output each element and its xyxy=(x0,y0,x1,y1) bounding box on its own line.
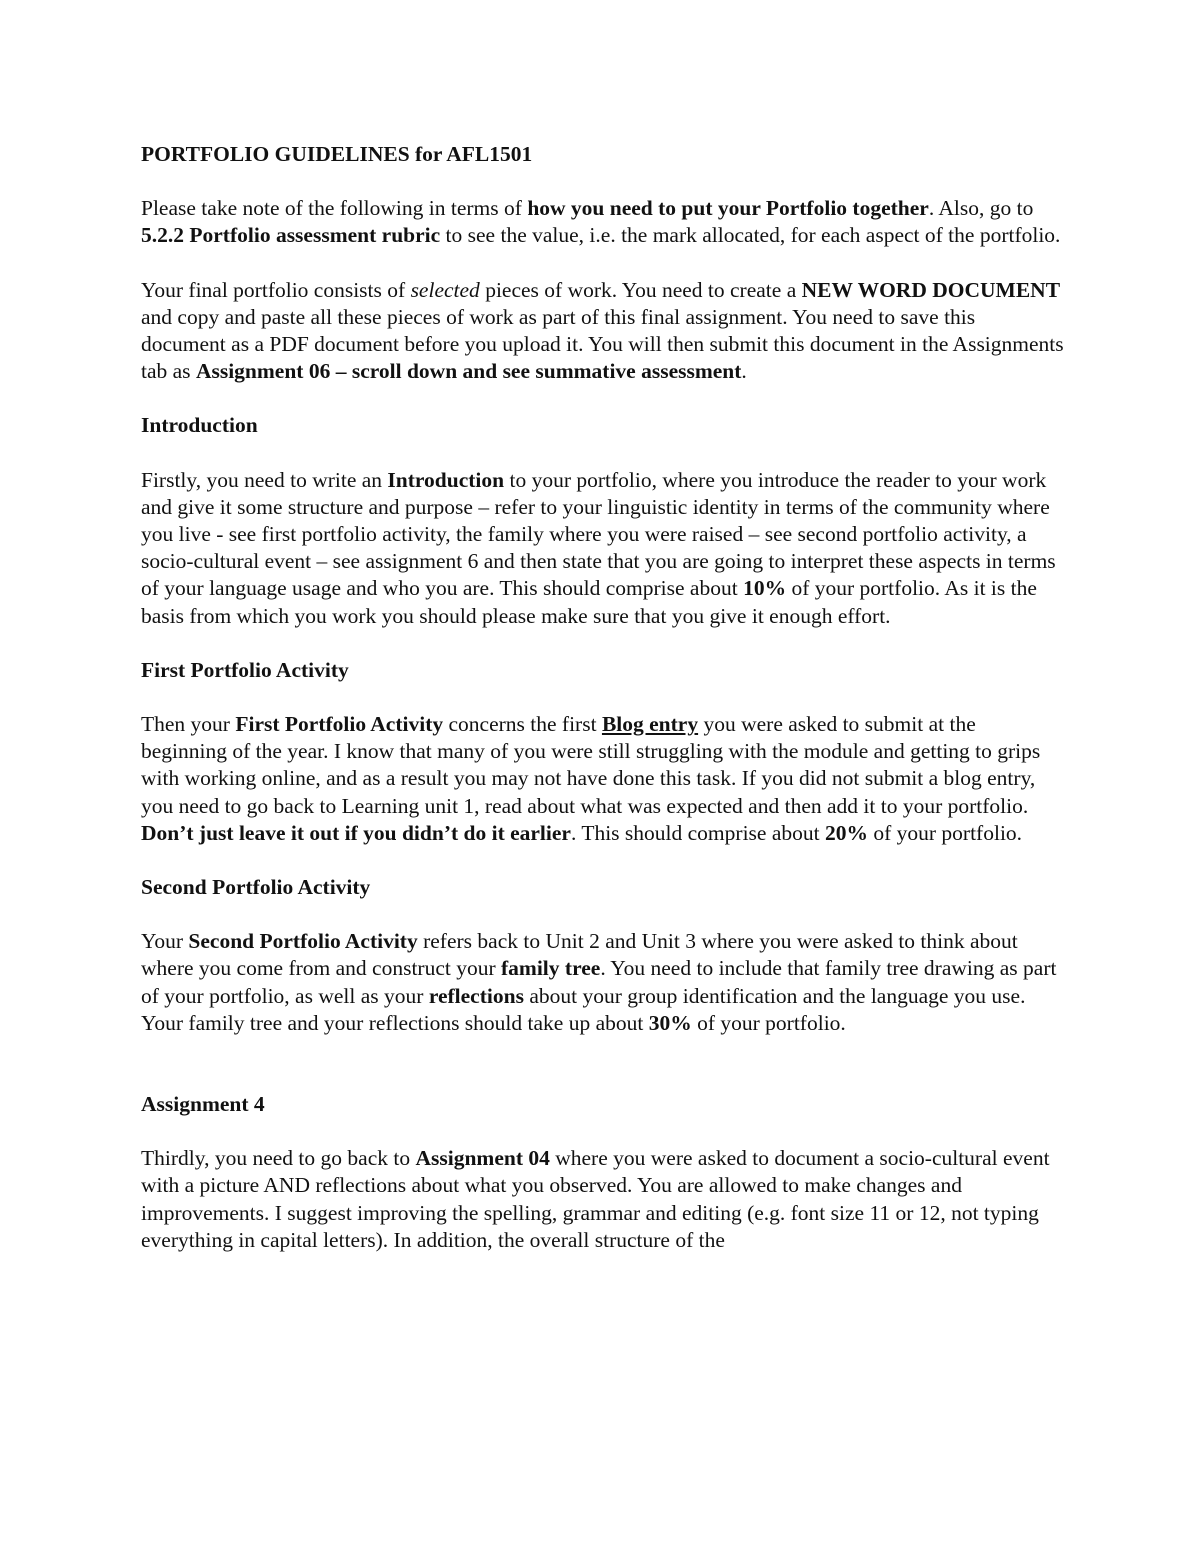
emphasis-text: how you need to put your Portfolio together xyxy=(527,196,929,221)
assignment-reference: Assignment 06 – scroll down and see summative assessment xyxy=(195,359,742,384)
assignment4-heading: Assignment 4 xyxy=(141,1092,265,1117)
document-title: PORTFOLIO GUIDELINES for AFL1501 xyxy=(141,142,533,166)
second-activity-heading: Second Portfolio Activity xyxy=(141,875,371,900)
second-activity-paragraph: Your Second Portfolio Activity refers back to Unit 2 and Unit 3 where you were asked to think about where you come from and construct your family tree. You need to include that family tree drawing as part of your portfolio, as well as your reflections about your group identification and the language you use. Your family tree and your reflections should take up about 30% of your portfolio. xyxy=(141,929,1057,1035)
final-portfolio-paragraph: Your final portfolio consists of selected pieces of work. You need to create a NEW WORD DOCUMENT and copy and paste all these pieces of work as part of this final assignment. You need to save this document as a PDF document before you upload it. You will then submit this document in the Assignments tab as Assignment 06 – scroll down and see summative assessment. xyxy=(141,277,1064,384)
assignment4-paragraph: Thirdly, you need to go back to Assignment 04 where you were asked to document a socio-cultural event with a picture AND reflections about what you observed. You are allowed to make changes and improvements. I suggest improving the spelling, grammar and editing (e.g. font size 11 or 12, not typing everything in capital letters). In addition, the overall structure of the xyxy=(141,1146,1050,1252)
emphasis-text: reflections xyxy=(428,983,524,1008)
percentage-value: 10% xyxy=(743,576,787,601)
emphasis-text: Introduction xyxy=(387,467,505,492)
emphasis-text: selected xyxy=(410,277,480,302)
percentage-value: 30% xyxy=(648,1010,692,1035)
emphasis-text: First Portfolio Activity xyxy=(235,712,444,737)
emphasis-text: family tree xyxy=(501,956,601,981)
emphasis-text: Don’t just leave it out if you didn’t do it earlier xyxy=(141,820,571,845)
rubric-reference: 5.2.2 Portfolio assessment rubric xyxy=(141,223,441,248)
introduction-heading: Introduction xyxy=(141,413,258,438)
blog-entry-text: Blog entry xyxy=(601,712,699,737)
emphasis-text: NEW WORD DOCUMENT xyxy=(801,277,1061,302)
first-activity-paragraph: Then your First Portfolio Activity concerns the first Blog entry you were asked to submit at the beginning of the year. I know that many of you were still struggling with the module and getting to grips with working online, and as a result you may not have done this task. If you did not submit a blog entry, you need to go back to Learning unit 1, read about what was expected and then add it to your portfolio. Don’t just leave it out if you didn’t do it earlier. This should comprise about 20% of your portfolio. xyxy=(141,712,1041,845)
assignment-reference: Assignment 04 xyxy=(415,1146,550,1171)
first-activity-heading: First Portfolio Activity xyxy=(141,657,349,682)
introduction-paragraph: Firstly, you need to write an Introduction to your portfolio, where you introduce the reader to your work and give it some structure and purpose – refer to your linguistic identity in terms of the community where you live - see first portfolio activity, the family where you were raised – see second portfolio activity, a socio-cultural event – see assignment 6 and then state that you are going to interpret these aspects in terms of your language usage and who you are. This should comprise about 10% of your portfolio. As it is the basis from which you work you should please make sure that you give it enough effort. xyxy=(141,467,1056,628)
emphasis-text: Second Portfolio Activity xyxy=(188,929,418,954)
instructions-paragraph: Please take note of the following in terms of how you need to put your Portfolio together. Also, go to 5.2.2 Portfolio assessment rubric to see the value, i.e. the mark allocated, for each aspect of the portfolio. xyxy=(141,196,1061,248)
percentage-value: 20% xyxy=(824,820,868,845)
